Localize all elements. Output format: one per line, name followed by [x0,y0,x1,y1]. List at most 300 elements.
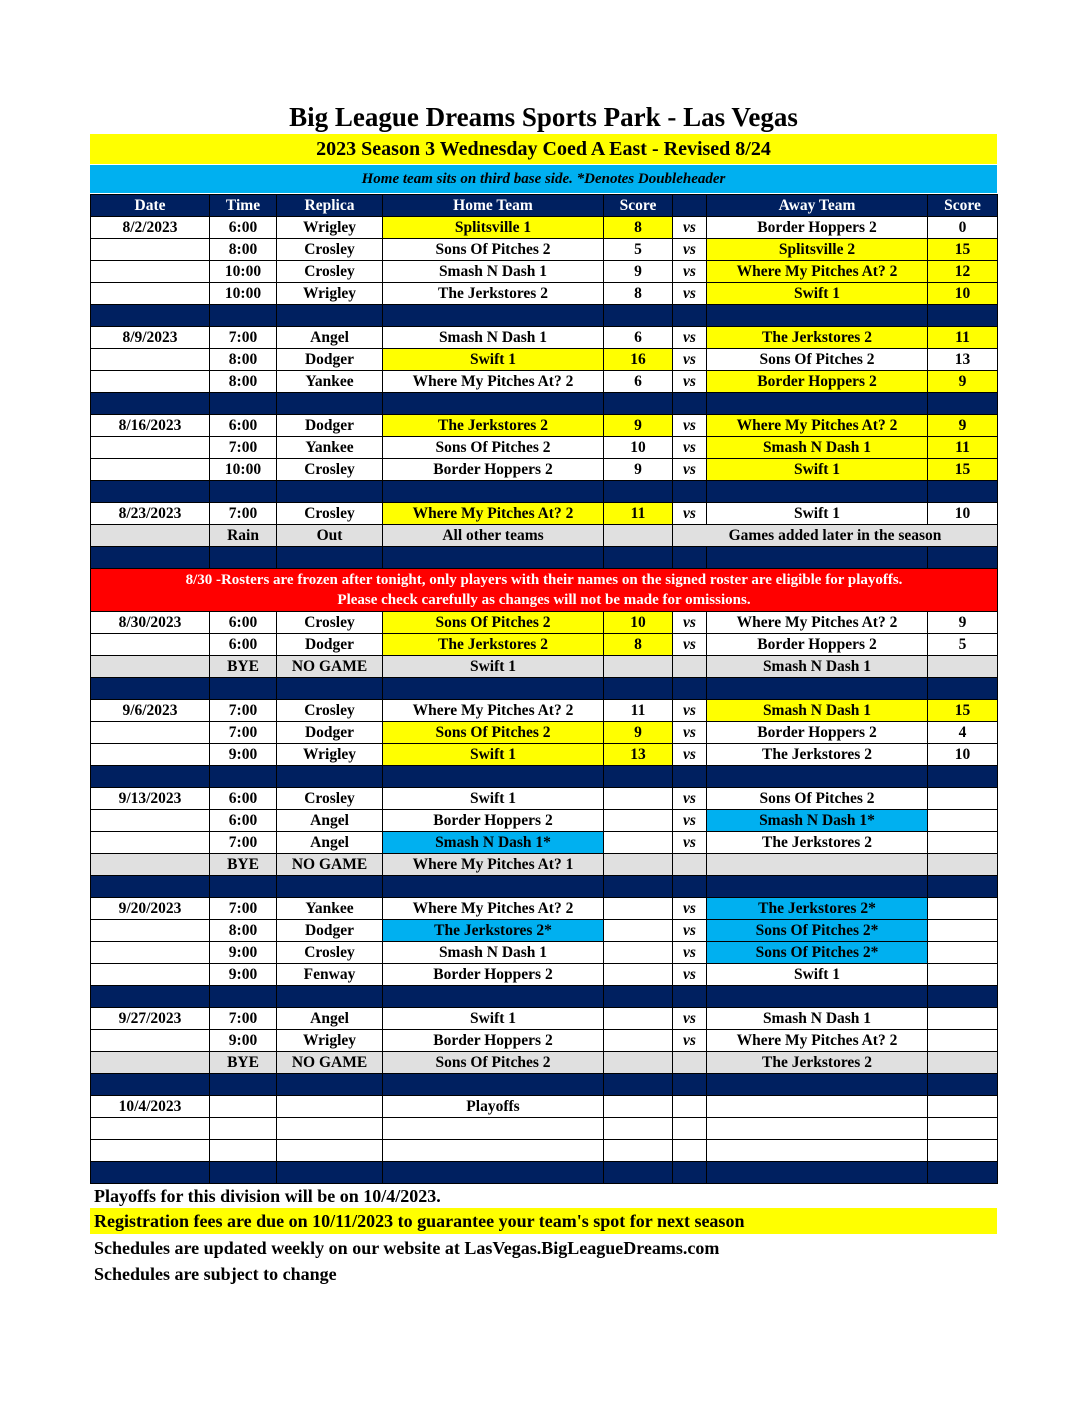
cell-time: 6:00 [210,634,277,656]
cell-away-team: Sons Of Pitches 2* [707,920,928,942]
cell-replica: Crosley [277,503,383,525]
cell-away-score [928,832,998,854]
cell-time: 9:00 [210,964,277,986]
cell-date [91,525,210,547]
cell-vs: vs [673,415,707,437]
cell-vs: vs [673,700,707,722]
separator-cell [673,766,707,788]
game-row [91,898,998,920]
cell-home-team [383,1140,604,1162]
game-row [91,437,998,459]
cell-away-team: Swift 1 [707,964,928,986]
cell-replica: Yankee [277,898,383,920]
separator-cell [383,986,604,1008]
cell-vs: vs [673,239,707,261]
separator-cell [707,393,928,415]
cell-time: BYE [210,656,277,678]
separator-cell [707,1162,928,1184]
cell-away-score: 11 [928,437,998,459]
separator-cell [277,876,383,898]
cell-replica [277,1118,383,1140]
cell-date [91,1030,210,1052]
cell-home-score [604,1052,673,1074]
separator-cell [91,547,210,569]
separator-cell [91,393,210,415]
cell-away-team: Border Hoppers 2 [707,217,928,239]
cell-time: 8:00 [210,920,277,942]
cell-date: 8/2/2023 [91,217,210,239]
separator-cell [673,547,707,569]
cell-away-score: 15 [928,700,998,722]
game-row [91,371,998,393]
separator-cell [604,986,673,1008]
cell-replica: Dodger [277,349,383,371]
cell-replica: Wrigley [277,217,383,239]
cell-time: 7:00 [210,1008,277,1030]
cell-date [91,722,210,744]
cell-away-team: Sons Of Pitches 2 [707,349,928,371]
cell-vs: vs [673,612,707,634]
cell-date [91,744,210,766]
separator-cell [928,876,998,898]
cell-date: 8/9/2023 [91,327,210,349]
cell-time: 7:00 [210,700,277,722]
separator-cell [707,1074,928,1096]
week-separator [91,481,998,503]
cell-home-team: Splitsville 1 [383,217,604,239]
game-row [91,920,998,942]
separator-cell [673,876,707,898]
cell-replica: Angel [277,327,383,349]
game-row [91,1118,998,1140]
game-row [91,415,998,437]
separator-cell [210,986,277,1008]
header-date: Date [91,195,210,217]
cell-date [91,239,210,261]
cell-vs: vs [673,1008,707,1030]
cell-date [91,371,210,393]
game-row [91,1008,998,1030]
cell-replica: Wrigley [277,283,383,305]
cell-away-team: Sons Of Pitches 2 [707,788,928,810]
cell-away-team: The Jerkstores 2* [707,898,928,920]
separator-cell [604,1074,673,1096]
separator-cell [928,393,998,415]
cell-replica: Fenway [277,964,383,986]
cell-home-team: Where My Pitches At? 2 [383,371,604,393]
cell-away-score: 9 [928,415,998,437]
cell-time [210,1140,277,1162]
separator-cell [604,678,673,700]
separator-cell [383,678,604,700]
separator-cell [604,481,673,503]
separator-cell [928,1074,998,1096]
separator-cell [707,678,928,700]
cell-date [91,349,210,371]
cell-away-score: 10 [928,744,998,766]
separator-cell [383,1074,604,1096]
cell-home-team: Sons Of Pitches 2 [383,612,604,634]
cell-time [210,1118,277,1140]
cell-home-score: 8 [604,217,673,239]
separator-cell [928,1162,998,1184]
cell-away-team: Smash N Dash 1 [707,437,928,459]
cell-away-team: Swift 1 [707,503,928,525]
cell-replica: Out [277,525,383,547]
cell-vs: vs [673,1030,707,1052]
cell-away-team: Sons Of Pitches 2* [707,942,928,964]
cell-replica: Crosley [277,239,383,261]
separator-cell [210,1074,277,1096]
game-row [91,217,998,239]
week-separator [91,1162,998,1184]
cell-vs: vs [673,261,707,283]
cell-vs: vs [673,634,707,656]
cell-away-score [928,1140,998,1162]
separator-cell [277,547,383,569]
cell-date [91,942,210,964]
cell-away-team: Swift 1 [707,283,928,305]
separator-cell [210,678,277,700]
separator-cell [928,986,998,1008]
cell-home-team: Playoffs [383,1096,604,1118]
game-row [91,239,998,261]
change-note: Schedules are subject to change [94,1264,337,1284]
cell-date: 8/23/2023 [91,503,210,525]
game-row [91,832,998,854]
separator-cell [383,1162,604,1184]
cell-away-score: 15 [928,239,998,261]
cell-replica: NO GAME [277,656,383,678]
separator-cell [210,1162,277,1184]
cell-away-score [928,1030,998,1052]
cell-away-score: 5 [928,634,998,656]
cell-home-score: 6 [604,371,673,393]
roster-notice-line: 8/30 -Rosters are frozen after tonight, only players with their names on the signed roster are eligible for playoffs. [185,572,903,588]
cell-home-team: Border Hoppers 2 [383,459,604,481]
cell-rain-note: Games added later in the season [673,525,998,547]
cell-away-score [928,810,998,832]
separator-cell [383,547,604,569]
header-vs [673,195,707,217]
game-row [91,964,998,986]
cell-date [91,459,210,481]
cell-time: 7:00 [210,437,277,459]
cell-away-team: The Jerkstores 2 [707,327,928,349]
week-separator [91,393,998,415]
cell-away-team: Where My Pitches At? 2 [707,415,928,437]
cell-date: 9/6/2023 [91,700,210,722]
game-row [91,1030,998,1052]
website-note: Schedules are updated weekly on our website at LasVegas.BigLeagueDreams.com [94,1238,720,1258]
cell-home-score [604,1008,673,1030]
cell-home-team: The Jerkstores 2 [383,415,604,437]
cell-time: 9:00 [210,744,277,766]
home-team-note: Home team sits on third base side. *Denotes Doubleheader [90,165,997,193]
cell-home-team: Border Hoppers 2 [383,1030,604,1052]
cell-replica: Dodger [277,920,383,942]
cell-vs: vs [673,371,707,393]
cell-time: BYE [210,854,277,876]
cell-date [91,1140,210,1162]
cell-home-team: The Jerkstores 2 [383,283,604,305]
roster-notice-row [91,569,998,612]
cell-vs: vs [673,503,707,525]
cell-away-team: Smash N Dash 1 [707,656,928,678]
separator-cell [210,876,277,898]
playoffs-note: Playoffs for this division will be on 10/4/2023. [94,1186,441,1206]
cell-replica [277,1140,383,1162]
separator-cell [277,1074,383,1096]
cell-replica: Angel [277,832,383,854]
cell-replica: Crosley [277,788,383,810]
separator-cell [277,678,383,700]
separator-cell [707,305,928,327]
cell-home-score [604,1140,673,1162]
separator-cell [673,678,707,700]
cell-vs: vs [673,898,707,920]
cell-home-score [604,810,673,832]
cell-date [91,854,210,876]
cell-replica: Wrigley [277,744,383,766]
cell-away-score: 12 [928,261,998,283]
cell-date: 8/30/2023 [91,612,210,634]
cell-time: 8:00 [210,371,277,393]
separator-cell [91,766,210,788]
cell-home-score: 9 [604,459,673,481]
cell-home-team: Smash N Dash 1 [383,261,604,283]
cell-home-team: Swift 1 [383,744,604,766]
cell-away-team: Where My Pitches At? 2 [707,1030,928,1052]
cell-time: 7:00 [210,503,277,525]
cell-home-score: 11 [604,700,673,722]
schedule-table [90,194,998,1184]
table-header-row [91,195,998,217]
cell-away-team [707,1118,928,1140]
cell-home-score [604,832,673,854]
cell-replica: Yankee [277,437,383,459]
separator-cell [604,766,673,788]
cell-date [91,810,210,832]
cell-time: 7:00 [210,832,277,854]
header-home-team: Home Team [383,195,604,217]
separator-cell [383,766,604,788]
cell-away-score [928,1008,998,1030]
cell-vs: vs [673,920,707,942]
cell-away-score: 9 [928,371,998,393]
game-row [91,503,998,525]
cell-replica: Yankee [277,371,383,393]
cell-time: 7:00 [210,898,277,920]
cell-away-team: Border Hoppers 2 [707,722,928,744]
cell-vs: vs [673,832,707,854]
cell-home-team: All other teams [383,525,604,547]
separator-cell [673,1074,707,1096]
cell-away-team [707,1140,928,1162]
cell-home-score [604,920,673,942]
cell-away-team: Swift 1 [707,459,928,481]
roster-notice-line: Please check carefully as changes will not be made for omissions. [337,592,751,608]
separator-cell [210,547,277,569]
cell-home-team: The Jerkstores 2* [383,920,604,942]
cell-date [91,920,210,942]
cell-time: 6:00 [210,217,277,239]
cell-home-team: Where My Pitches At? 2 [383,503,604,525]
cell-vs: vs [673,459,707,481]
cell-home-score [604,1096,673,1118]
cell-time: 8:00 [210,239,277,261]
cell-time: 7:00 [210,327,277,349]
cell-home-team: Sons Of Pitches 2 [383,722,604,744]
separator-cell [210,305,277,327]
game-row [91,261,998,283]
separator-cell [604,876,673,898]
cell-home-score: 10 [604,612,673,634]
cell-date [91,1118,210,1140]
header-away-score: Score [928,195,998,217]
cell-away-team: The Jerkstores 2 [707,1052,928,1074]
game-row [91,700,998,722]
schedule-subtitle: 2023 Season 3 Wednesday Coed A East - Revised 8/24 [90,134,997,164]
separator-cell [91,305,210,327]
rain-out-row [91,525,998,547]
cell-time: 6:00 [210,415,277,437]
separator-cell [91,678,210,700]
cell-home-score [604,1030,673,1052]
separator-cell [604,305,673,327]
week-separator [91,876,998,898]
cell-home-score [604,964,673,986]
cell-away-score [928,854,998,876]
week-separator [91,547,998,569]
separator-cell [91,481,210,503]
cell-home-score: 9 [604,261,673,283]
cell-home-team: Smash N Dash 1 [383,327,604,349]
cell-time: 6:00 [210,810,277,832]
cell-replica: Dodger [277,634,383,656]
separator-cell [928,678,998,700]
cell-away-score: 13 [928,349,998,371]
separator-cell [277,986,383,1008]
cell-date [91,283,210,305]
cell-time: 8:00 [210,349,277,371]
separator-cell [707,986,928,1008]
cell-replica: Crosley [277,700,383,722]
cell-home-team: Where My Pitches At? 2 [383,700,604,722]
separator-cell [673,1162,707,1184]
cell-replica: Angel [277,1008,383,1030]
game-row [91,788,998,810]
separator-cell [707,876,928,898]
separator-cell [383,393,604,415]
cell-home-score: 6 [604,327,673,349]
bye-row [91,1052,998,1074]
cell-vs [673,1140,707,1162]
cell-away-score: 9 [928,612,998,634]
registration-note: Registration fees are due on 10/11/2023 to guarantee your team's spot for next season [90,1208,997,1234]
cell-home-score [604,656,673,678]
separator-cell [707,766,928,788]
cell-vs: vs [673,810,707,832]
cell-replica: Crosley [277,459,383,481]
cell-away-score: 11 [928,327,998,349]
cell-vs: vs [673,788,707,810]
cell-replica: Dodger [277,415,383,437]
cell-away-team: Where My Pitches At? 2 [707,261,928,283]
separator-cell [928,766,998,788]
separator-cell [673,305,707,327]
separator-cell [91,986,210,1008]
cell-vs: vs [673,722,707,744]
cell-time: 6:00 [210,612,277,634]
cell-away-score [928,942,998,964]
separator-cell [673,986,707,1008]
cell-away-score [928,788,998,810]
separator-cell [673,393,707,415]
cell-home-team: Where My Pitches At? 1 [383,854,604,876]
cell-replica: Angel [277,810,383,832]
cell-replica: NO GAME [277,1052,383,1074]
cell-away-score [928,1096,998,1118]
separator-cell [210,766,277,788]
separator-cell [928,481,998,503]
game-row [91,327,998,349]
cell-vs: vs [673,283,707,305]
cell-vs [673,1118,707,1140]
cell-home-team: Smash N Dash 1 [383,942,604,964]
cell-away-score: 0 [928,217,998,239]
cell-time: 10:00 [210,459,277,481]
game-row [91,1140,998,1162]
cell-home-score [604,942,673,964]
cell-home-score [604,525,673,547]
cell-away-team: Where My Pitches At? 2 [707,612,928,634]
cell-home-team: Where My Pitches At? 2 [383,898,604,920]
cell-home-team: Swift 1 [383,1008,604,1030]
separator-cell [210,393,277,415]
header-time: Time [210,195,277,217]
cell-vs [673,1096,707,1118]
week-separator [91,305,998,327]
cell-away-score: 4 [928,722,998,744]
cell-away-team: Smash N Dash 1 [707,1008,928,1030]
cell-away-team [707,1096,928,1118]
cell-vs [673,854,707,876]
cell-home-score [604,1118,673,1140]
cell-date [91,261,210,283]
cell-home-score [604,898,673,920]
game-row [91,634,998,656]
separator-cell [210,481,277,503]
cell-away-team: Splitsville 2 [707,239,928,261]
separator-cell [383,876,604,898]
cell-away-team: Smash N Dash 1* [707,810,928,832]
separator-cell [91,1074,210,1096]
cell-away-score: 10 [928,503,998,525]
game-row [91,942,998,964]
game-row [91,810,998,832]
cell-home-score: 10 [604,437,673,459]
cell-time: BYE [210,1052,277,1074]
cell-away-score [928,1118,998,1140]
cell-vs: vs [673,942,707,964]
cell-date: 10/4/2023 [91,1096,210,1118]
week-separator [91,986,998,1008]
cell-home-score: 5 [604,239,673,261]
cell-home-score: 8 [604,634,673,656]
cell-replica: Crosley [277,261,383,283]
bye-row [91,656,998,678]
